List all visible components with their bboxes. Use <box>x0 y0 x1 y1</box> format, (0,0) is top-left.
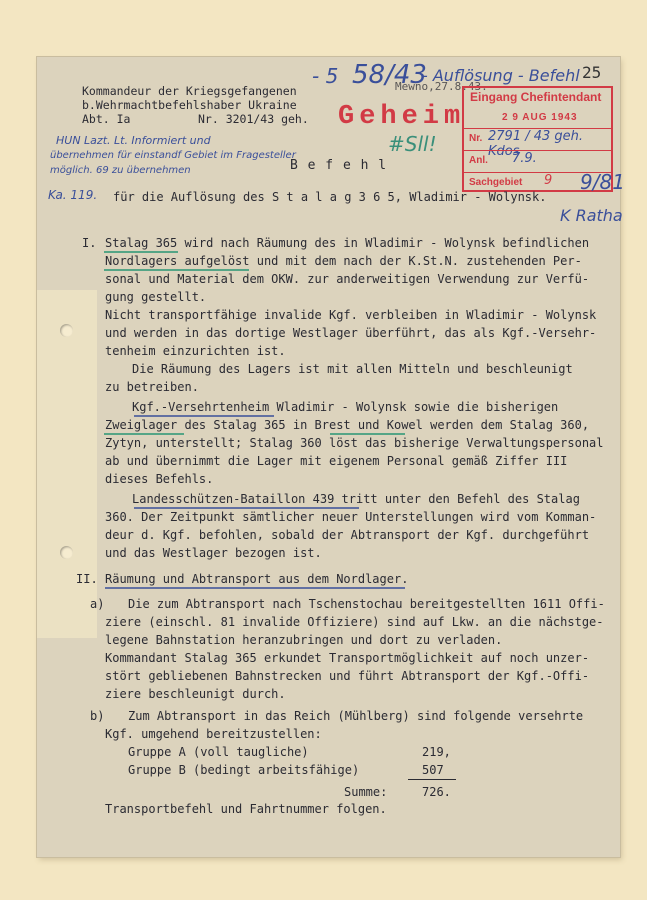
text-line: und das Westlager bezogen ist. <box>105 546 322 560</box>
sender-line: Abt. Ia <box>82 112 131 126</box>
place-date: Mewno,27.8.43. <box>395 80 488 93</box>
group-value: 219, <box>422 745 451 759</box>
underline-mark <box>134 415 274 417</box>
section-I-numeral: I. <box>82 236 97 250</box>
punch-hole <box>60 324 73 337</box>
right-note: 9/81 <box>580 170 625 194</box>
secret-stamp: Geheim <box>338 102 466 132</box>
text-line: Zytyn, unterstellt; Stalag 360 löst das bisherige Verwaltungspersonal <box>105 436 604 450</box>
text-line: dieses Befehls. <box>105 472 214 486</box>
margin-ref: Ka. 119. <box>48 188 98 202</box>
text-line: tenheim einzurichten ist. <box>105 344 286 358</box>
handwritten-note-top: - Auflösung - Befehl <box>422 66 580 85</box>
text-line: Die Räumung des Lagers ist mit allen Mitteln und beschleunigt <box>132 362 573 376</box>
underline-mark <box>134 507 359 509</box>
text-line: Zum Abtransport in das Reich (Mühlberg) sind folgende versehrte <box>128 709 584 723</box>
sender-line: Kommandeur der Kriegsgefangenen <box>82 84 297 98</box>
text-line: zu betreiben. <box>105 380 199 394</box>
text-line: ab und übernimmt die Lager mit eigenem Personal gemäß Ziffer III <box>105 454 568 468</box>
text-line: ziere (einschl. 81 invalide Offiziere) sind auf Lkw. an die nächstge- <box>105 615 604 629</box>
group-label: Gruppe A (voll taugliche) <box>128 745 309 759</box>
text-line: ziere beschleunigt durch. <box>105 687 286 701</box>
underline-mark <box>104 251 178 253</box>
margin-note: HUN Lazt. Lt. Informiert und <box>56 134 211 147</box>
page-number: 25 <box>582 63 602 82</box>
text-line: Stalag 365 wird nach Räumung des in Wladimir - Wolynsk befindlichen <box>105 236 590 250</box>
margin-note: möglich. 69 zu übernehmen <box>50 165 191 176</box>
text-line: Zweiglager des Stalag 365 in Brest und Kowel werden dem Stalag 360, <box>105 418 590 432</box>
hash-note: #Sll! <box>388 132 437 156</box>
stamp-nr-label: Nr. <box>469 133 483 144</box>
punch-hole <box>60 546 73 559</box>
margin-note: übernehmen für einstandf Gebiet im Fragesteller <box>50 150 296 161</box>
footer-line: Transportbefehl und Fahrtnummer folgen. <box>105 802 387 816</box>
sum-value: 726. <box>422 785 451 799</box>
text-line: Kommandant Stalag 365 erkundet Transportmöglichkeit auf noch unzer- <box>105 651 590 665</box>
text-line: legene Bahnstation heranzubringen und dort zu verladen. <box>105 633 503 647</box>
text-line: stört gebliebenen Bahnstrecken und führt Abtransport der Kgf.-Offi- <box>105 669 590 683</box>
text-line: sonal und Material dem OKW. zur anderweitigen Verwendung zur Verfü- <box>105 272 590 286</box>
group-value: 507 <box>422 763 444 777</box>
text-line: gung gestellt. <box>105 290 207 304</box>
sender-number: Nr. 3201/43 geh. <box>198 112 309 126</box>
sum-rule <box>408 779 456 780</box>
underline-mark <box>104 433 184 435</box>
right-initial: K Ratha <box>560 206 623 225</box>
item-a-label: a) <box>90 597 105 611</box>
text-line: deur d. Kgf. befohlen, sobald der Abtransport der Kgf. durchgeführt <box>105 528 590 542</box>
text-line: Kgf. umgehend bereitzustellen: <box>105 727 322 741</box>
stamp-anl-label: Anl. <box>469 155 488 166</box>
stamp-date: 2 9 AUG 1943 <box>502 112 578 123</box>
stamp-sachgebiet-label: Sachgebiet <box>469 177 523 188</box>
stamp-nr-value: 2791 / 43 geh. Kdos <box>488 129 584 159</box>
underline-mark <box>105 587 405 589</box>
text-line: und werden in das dortige Westlager überführt, das als Kgf.-Versehr- <box>105 326 597 340</box>
title-line: für die Auflösung des S t a l a g 3 6 5, Wladimir - Wolynsk. <box>113 190 547 204</box>
handwritten-s: - 5 <box>312 64 339 88</box>
sum-label: Summe: <box>344 785 388 799</box>
text-line: Nicht transportfähige invalide Kgf. verbleiben in Wladimir - Wolynsk <box>105 308 597 322</box>
handwritten-number: 58/43 <box>352 60 427 90</box>
text-line: Nordlagers aufgelöst und mit dem nach der K.St.N. zustehenden Per- <box>105 254 582 268</box>
text-line: Die zum Abtransport nach Tschenstochau bereitgestellten 1611 Offi- <box>128 597 605 611</box>
section-II-numeral: II. <box>76 572 98 586</box>
text-line: 360. Der Zeitpunkt sämtlicher neuer Unterstellungen wird vom Komman- <box>105 510 597 524</box>
stamp-anl-value: 7.9. <box>512 151 537 166</box>
stamp-title: Eingang Chefintendant <box>470 90 602 104</box>
section-II-heading: Räumung und Abtransport aus dem Nordlager. <box>105 572 409 586</box>
text-line: Landesschützen-Bataillon 439 tritt unter den Befehl des Stalag <box>132 492 580 506</box>
text-line: Kgf.-Versehrtenheim Wladimir - Wolynsk sowie die bisherigen <box>132 400 559 414</box>
group-label: Gruppe B (bedingt arbeitsfähige) <box>128 763 360 777</box>
underline-mark <box>330 433 405 435</box>
stamp-row-nr <box>464 128 611 159</box>
stamp-sachgebiet-value: 9 <box>544 173 553 188</box>
underline-mark <box>104 269 249 271</box>
item-b-label: b) <box>90 709 105 723</box>
title-befehl: B e f e h l <box>290 158 388 173</box>
sender-line: b.Wehrmachtbefehlshaber Ukraine <box>82 98 297 112</box>
